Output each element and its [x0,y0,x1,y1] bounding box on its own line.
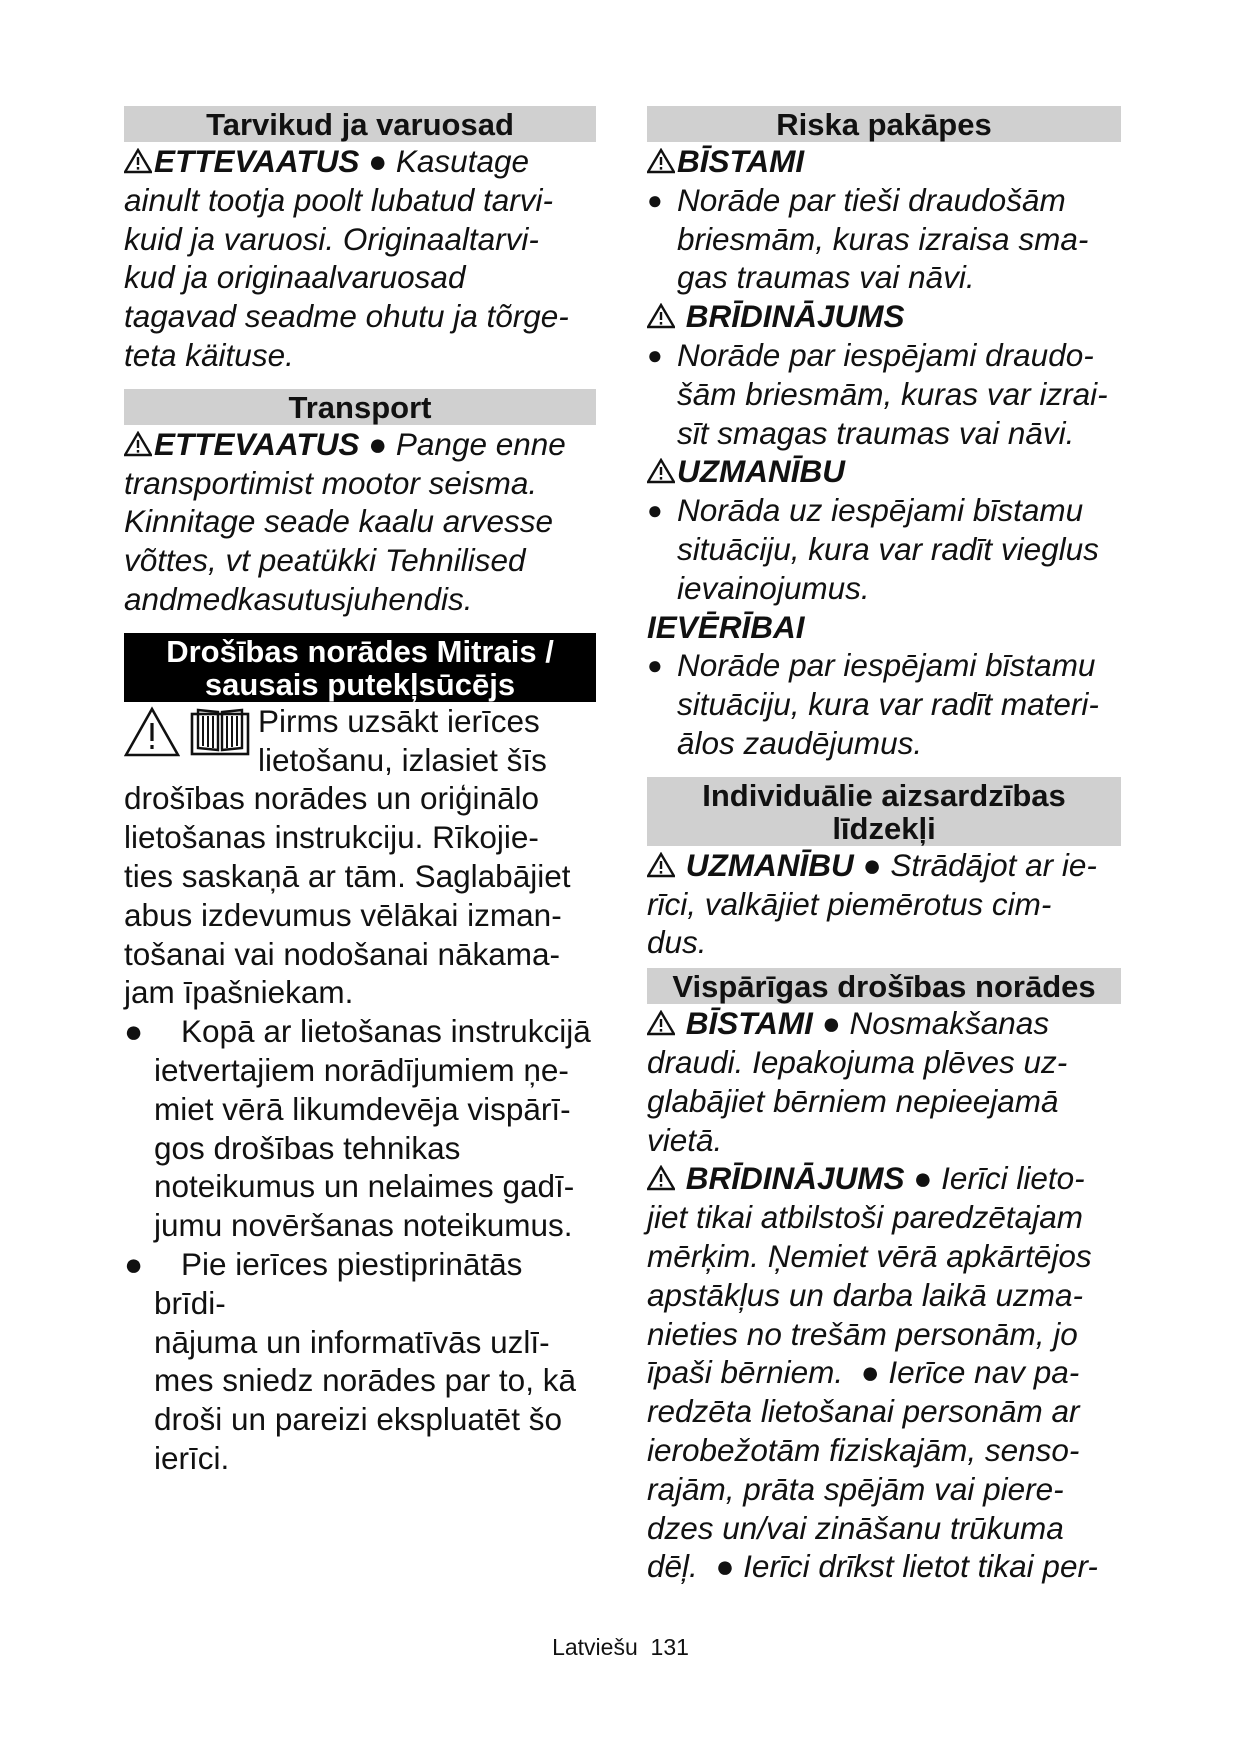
list-item-line: situāciju, kura var radīt materi- [677,686,1099,723]
general-line: jiet tikai atbilstoši paredzētajam [647,1199,1083,1236]
transport-caution-first-line [124,425,596,464]
bullet-glyph: ● [647,184,663,215]
danger-label: BĪSTAMI [685,1005,813,1042]
warning-triangle-icon [647,148,675,174]
list-item [647,491,1121,607]
intro-line: lietošanas instrukciju. Rīkojie- [124,819,539,856]
bullet-glyph: ● [647,339,663,370]
caution-label-line [647,452,1121,491]
transport-line: võttes, vt peatükki Tehnilised [124,542,526,579]
bullet-glyph: ● [368,143,388,179]
bullet-glyph: ● [715,1548,735,1585]
intro-line: lietošanu, izlasiet šīs [258,741,547,778]
list-item-line: nājuma un informatīvās uzlī- [154,1323,550,1360]
footer-language: Latviešu [552,1634,638,1660]
general-line: nieties no trešām personām, jo [647,1315,1078,1352]
list-item-line: Norāde par iespējami bīstamu [677,647,1096,684]
warning-label: BRĪDINĀJUMS [685,298,905,335]
bullet-glyph: ● [647,495,663,526]
protective-line: rīci, valkājiet piemērotus cim- [647,885,1052,922]
intro-line: abus izdevumus vēlākai izman- [124,896,562,933]
caution-label: UZMANĪBU [677,453,845,490]
list-item-line: Pie ierīces piestiprinātās brīdi- [154,1245,523,1321]
list-item-line: šām briesmām, kuras var izrai- [677,375,1108,412]
manual-book-icon [190,706,250,758]
left-column [124,106,596,1478]
symbol-group [124,706,250,758]
list-item-line: Norāde par tieši draudošām [677,181,1066,218]
list-item-line: gas traumas vai nāvi. [677,259,975,296]
accessories-line: teta käituse. [124,336,294,373]
list-item-line: ietvertajiem norādījumiem ņe- [154,1051,569,1088]
warning-triangle-icon [124,148,152,174]
warning-triangle-icon [124,431,152,457]
accessories-line: ainult tootja poolt lubatud tarvi- [124,181,554,218]
list-item [124,1245,596,1478]
list-item-line: noteikumus un nelaimes gadī- [154,1168,575,1205]
bullet-glyph: ● [821,1005,841,1042]
general-line: dzes un/vai zināšanu trūkuma [647,1509,1064,1546]
general-line: mērķim. Ņemiet vērā apkārtējos [647,1237,1092,1274]
general-line: vietā. [647,1121,723,1158]
general-line: apstākļus un darba laikā uzma- [647,1276,1083,1313]
heading-line: Individuālie aizsardzības [702,777,1066,813]
general-line-tail: Ierīce nav pa- [888,1354,1080,1391]
warning-triangle-icon [647,303,675,329]
caution-label: UZMANĪBU [685,846,854,883]
danger-text-start: Nosmakšanas [849,1005,1050,1042]
list-item-line: Kopā ar lietošanas instrukcijā [181,1013,591,1050]
section-heading-accessories: Tarvikud ja varuosad [124,106,596,142]
danger-label-line [647,142,1121,181]
list-item [647,181,1121,297]
warning-triangle-icon [647,1165,675,1191]
general-line [647,1353,1121,1392]
right-column [647,106,1121,1586]
bullet-glyph: ● [860,1354,880,1391]
list-item-line: sīt smagas traumas vai nāvi. [677,414,1075,451]
caution-label: ETTEVAATUS [154,425,360,462]
protective-line: dus. [647,924,707,961]
bullet-glyph: ● [124,1013,144,1050]
general-danger-first-line [647,1004,1121,1043]
general-line: rajām, prāta spējām vai piere- [647,1470,1064,1507]
section-heading-general-safety: Vispārīgas drošības norādes [647,968,1121,1004]
warning-triangle-icon [647,1010,675,1036]
section-heading-safety-instructions [124,633,596,702]
heading-line: sausais putekļsūcējs [204,666,516,702]
list-item-line: situāciju, kura var radīt vieglus [677,530,1099,567]
notice-label: IEVĒRĪBAI [647,608,805,645]
list-item [647,646,1121,762]
accessories-caution-first-line [124,142,596,181]
caution-text-start: Kasutage [395,143,530,179]
intro-with-icons [124,702,596,780]
list-item-line: ālos zaudējumus. [677,724,923,761]
bullet-glyph: ● [862,846,882,883]
intro-line: ties saskaņā ar tām. Saglabājiet [124,857,571,894]
general-warning-first-line [647,1159,1121,1198]
general-line-tail: Ierīci drīkst lietot tikai per- [743,1548,1098,1585]
list-item-line: Norāde par iespējami draudo- [677,336,1094,373]
list-item-line: briesmām, kuras izraisa sma- [677,220,1089,257]
general-line: ierobežotām fiziskajām, senso- [647,1431,1080,1468]
general-line: glabājiet bērniem nepieejamā [647,1082,1059,1119]
warning-label-line [647,297,1121,336]
warning-label: BRĪDINĀJUMS [685,1160,905,1197]
list-item-line: jumu novēršanas noteikumus. [154,1207,573,1244]
page-number: 131 [650,1634,689,1660]
transport-line: Kinnitage seade kaalu arvesse [124,503,554,540]
list-item-line: gos drošības tehnikas [154,1129,461,1166]
heading-line: Drošības norādes Mitrais / [166,633,554,669]
transport-line: andmedkasutusjuhendis. [124,580,473,617]
list-item-line: miet vērā likumdevēja vispārī- [154,1090,571,1127]
accessories-line: tagavad seadme ohutu ja tõrge- [124,298,569,335]
intro-line: tošanai vai nodošanai nākama- [124,935,561,972]
caution-text-start: Strādājot ar ie- [890,846,1097,883]
section-heading-protective-equipment [647,777,1121,846]
heading-line: līdzekļi [832,810,936,846]
accessories-line: kuid ja varuosi. Originaaltarvi- [124,220,539,257]
protective-caution-first-line [647,846,1121,885]
section-heading-risk-levels: Riska pakāpes [647,106,1121,142]
list-item [647,336,1121,452]
transport-line: transportimist mootor seisma. [124,464,538,501]
bullet-glyph: ● [368,425,388,462]
page-footer [0,1634,1241,1661]
general-line [647,1547,1121,1586]
warning-text-start: Ierīci lieto- [941,1160,1085,1197]
general-line: draudi. Iepakojuma plēves uz- [647,1043,1068,1080]
bullet-glyph: ● [124,1245,144,1282]
danger-label: BĪSTAMI [677,143,805,179]
caution-text-start: Pange enne [395,425,566,462]
general-line: redzēta lietošanai personām ar [647,1393,1080,1430]
list-item-line: Norāda uz iespējami bīstamu [677,492,1084,529]
bullet-glyph: ● [647,650,663,681]
warning-triangle-icon [647,458,675,484]
list-item-line: ierīci. [154,1439,230,1476]
warning-triangle-icon [647,852,675,878]
list-item-line: droši un pareizi ekspluatēt šo [154,1401,562,1438]
accessories-line: kud ja originaalvaruosad [124,259,466,296]
section-heading-transport: Transport [124,389,596,425]
warning-triangle-icon [124,706,180,758]
intro-line: Pirms uzsākt ierīces [258,702,540,739]
list-item-line: mes sniedz norādes par to, kā [154,1362,576,1399]
bullet-glyph: ● [913,1160,933,1197]
general-line-start: īpaši bērniem. [647,1354,844,1391]
intro-line: drošības norādes un oriģinālo [124,780,540,817]
caution-label: ETTEVAATUS [154,143,360,179]
list-item [124,1012,596,1245]
intro-line: jam īpašniekam. [124,974,354,1011]
general-line-start: dēļ. [647,1548,698,1585]
list-item-line: ievainojumus. [677,569,870,606]
